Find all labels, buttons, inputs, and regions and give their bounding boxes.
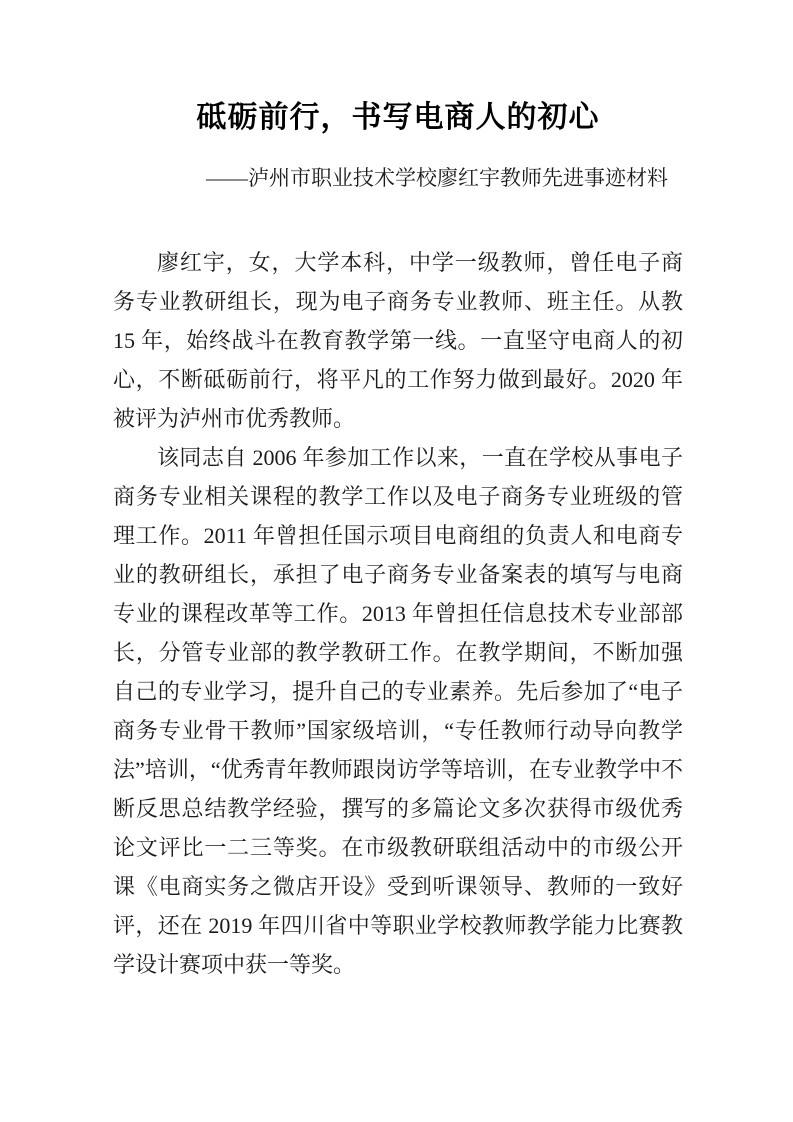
document-body (113, 243, 683, 984)
paragraph-intro: 廖红宇，女，大学本科，中学一级教师，曾任电子商务专业教研组长，现为电子商务专业教师、班主任。从教 15 年，始终战斗在教育教学第一线。一直坚守电商人的初心，不断砥砺前行，将平凡的工作努力做到最好。2020 年被评为泸州市优秀教师。 (113, 250, 683, 431)
paragraph-career: 该同志自 2006 年参加工作以来，一直在学校从事电子商务专业相关课程的教学工作以及电子商务专业班级的管理工作。2011 年曾担任国示项目电商组的负责人和电商专业的教研组长，承担了电子商务专业备案表的填写与电商专业的课程改革等工作。2013 年曾担任信息技术专业部部长，分管专业部的教学教研工作。在教学期间，不断加强自己的专业学习，提升自己的专业素养。先后参加了“电子商务专业骨干教师”国家级培训，“专任教师行动导向教学法”培训，“优秀青年教师跟岗访学等培训，在专业教学中不断反思总结教学经验，撰写的多篇论文多次获得市级优秀论文评比一二三等奖。在市级教研联组活动中的市级公开课《电商实务之微店开设》受到听课领导、教师的一致好评，还在 2019 年四川省中等职业学校教师教学能力比赛教学设计赛项中获一等奖。 (113, 445, 683, 977)
document-subtitle: ——泸州市职业技术学校廖红宇教师先进事迹材料 (206, 166, 668, 190)
document-title: 砥砺前行，书写电商人的初心 (196, 101, 600, 134)
